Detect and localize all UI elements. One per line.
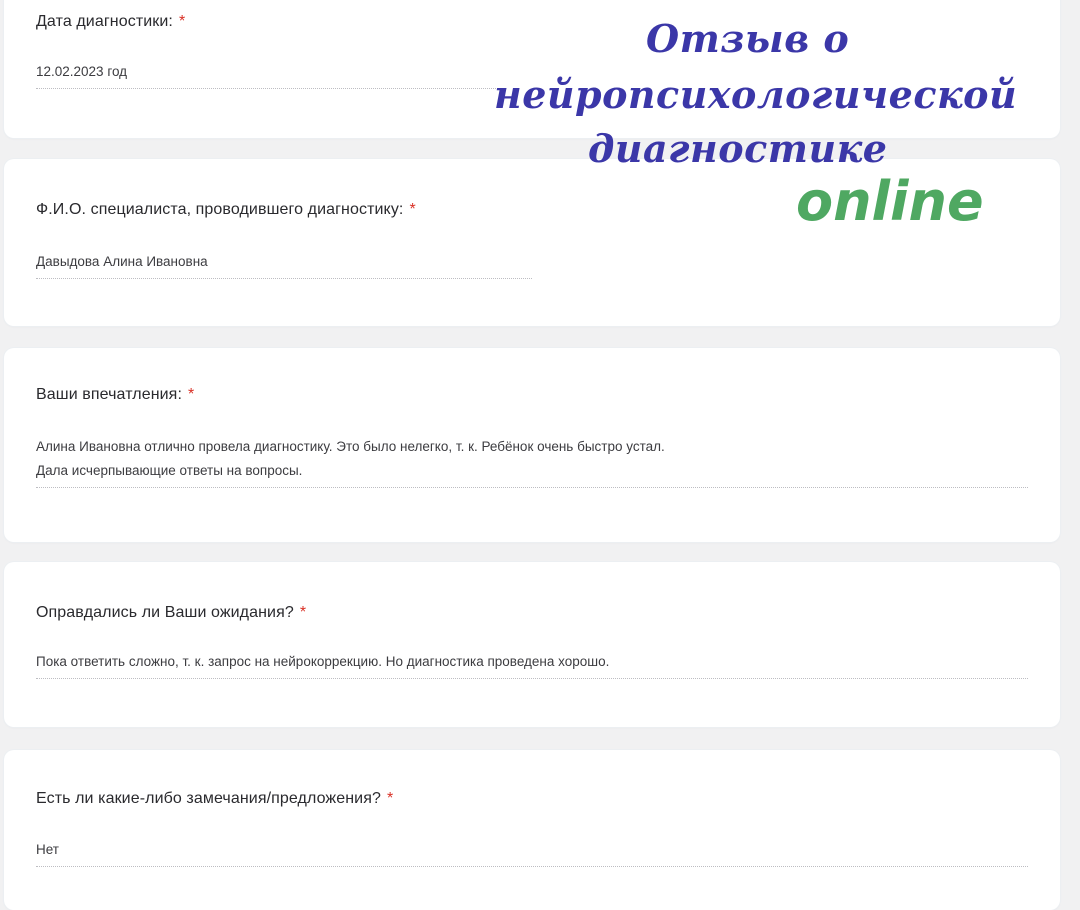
required-asterisk: * [178,13,186,30]
overlay-online-label: online [796,170,984,233]
answer-field-expectations[interactable] [36,650,1028,679]
question-label: Ф.И.О. специалиста, проводившего диагностику: * [36,201,416,218]
answer-text: Дала исчерпывающие ответы на вопросы. [36,463,303,478]
overlay-title-line: Отзыв о [646,16,850,61]
required-asterisk: * [386,790,394,807]
question-label: Есть ли какие-либо замечания/предложения? * [36,790,394,807]
required-asterisk: * [409,201,416,218]
overlay-title-line: диагностике [588,126,888,171]
answer-field-date[interactable] [36,60,506,89]
question-label: Дата диагностики: * [36,13,186,30]
required-asterisk: * [299,604,307,621]
question-card-date [4,0,1060,138]
answer-field-remarks[interactable] [36,838,1028,867]
answer-field-specialist[interactable] [36,250,532,279]
answer-text: 12.02.2023 год [36,64,128,79]
question-card-impressions [4,348,1060,542]
answer-text: Пока ответить сложно, т. к. запрос на нейрокоррекцию. Но диагностика проведена хорошо. [36,654,610,669]
question-label: Оправдались ли Ваши ожидания? * [36,604,307,621]
answer-text: Давыдова Алина Ивановна [36,254,208,269]
required-asterisk: * [188,386,195,403]
overlay-title-line: нейропсихологической [494,72,1018,117]
question-card-expectations [4,562,1060,727]
answer-field-impressions[interactable] [36,435,1028,488]
answer-text: Нет [36,842,59,857]
question-card-specialist [4,159,1060,326]
question-card-remarks [4,750,1060,910]
question-label: Ваши впечатления: * [36,386,195,403]
answer-text: Алина Ивановна отлично провела диагностику. Это было нелегко, т. к. Ребёнок очень быстро устал. [36,439,665,454]
